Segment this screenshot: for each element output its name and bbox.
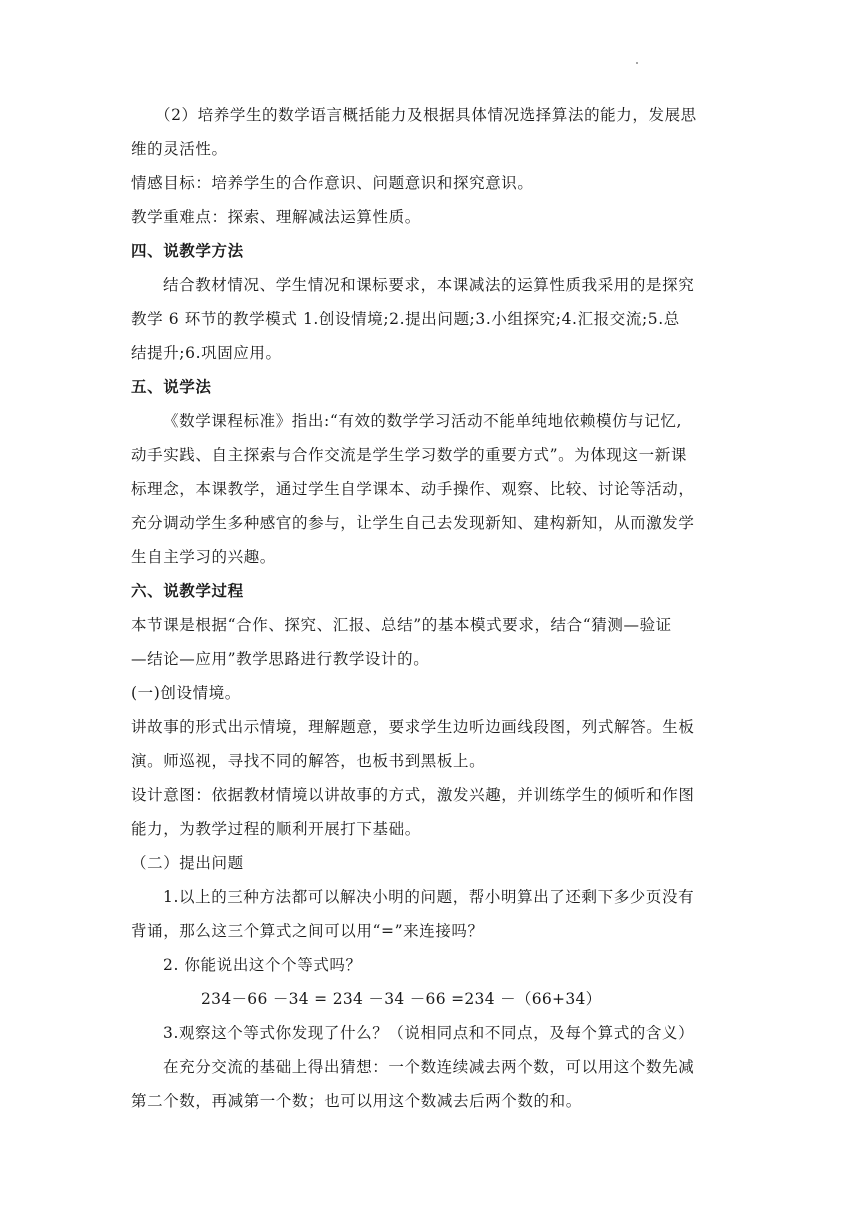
text-line: 教学重难点：探索、理解减法运算性质。 bbox=[131, 208, 421, 226]
text-line: 能力，为教学过程的顺利开展打下基础。 bbox=[131, 820, 421, 838]
text-line: 充分调动学生多种感官的参与，让学生自己去发现新知、建构新知，从而激发学 bbox=[131, 514, 695, 532]
section-heading: 五、说学法 bbox=[131, 378, 212, 396]
text-line: 第二个数，再减第一个数；也可以用这个数减去后两个数的和。 bbox=[131, 1092, 582, 1110]
text-line: 讲故事的形式出示情境，理解题意，要求学生边听边画线段图，列式解答。生板 bbox=[131, 718, 695, 736]
text-line: —结论—应用”教学思路进行教学设计的。 bbox=[131, 650, 430, 668]
text-line: 3.观察这个等式你发现了什么？（说相同点和不同点，及每个算式的含义） bbox=[163, 1024, 695, 1042]
text-line: 2. 你能说出这个个等式吗？ bbox=[163, 956, 362, 974]
text-line: 演。师巡视，寻找不同的解答，也板书到黑板上。 bbox=[131, 752, 486, 770]
section-heading: 六、说教学过程 bbox=[131, 582, 244, 600]
text-line: （二）提出问题 bbox=[131, 854, 244, 872]
text-line: 情感目标：培养学生的合作意识、问题意识和探究意识。 bbox=[131, 174, 534, 192]
text-line: 维的灵活性。 bbox=[131, 140, 228, 158]
text-line: （2）培养学生的数学语言概括能力及根据具体情况选择算法的能力，发展思 bbox=[155, 106, 697, 124]
text-line: 背诵，那么这三个算式之间可以用“=”来连接吗？ bbox=[131, 922, 484, 940]
text-line: (一)创设情境。 bbox=[131, 684, 241, 702]
page-mark bbox=[636, 62, 638, 64]
text-line: 标理念，本课教学，通过学生自学课本、动手操作、观察、比较、讨论等活动， bbox=[131, 480, 695, 498]
text-line: 结提升;6.巩固应用。 bbox=[131, 344, 282, 362]
text-line: 动手实践、自主探索与合作交流是学生学习数学的重要方式”。为体现这一新课 bbox=[131, 446, 687, 464]
text-line: 结合教材情况、学生情况和课标要求，本课减法的运算性质我采用的是探究 bbox=[163, 276, 695, 294]
text-line: 设计意图：依据教材情境以讲故事的方式，激发兴趣，并训练学生的倾听和作图 bbox=[131, 786, 695, 804]
section-heading: 四、说教学方法 bbox=[131, 242, 244, 260]
text-line: 1.以上的三种方法都可以解决小明的问题，帮小明算出了还剩下多少页没有 bbox=[163, 888, 695, 906]
equation-line: 234－66 －34 = 234 －34 －66 =234 －（66+34） bbox=[201, 990, 602, 1008]
text-line: 在充分交流的基础上得出猜想：一个数连续减去两个数，可以用这个数先减 bbox=[163, 1058, 695, 1076]
text-line: 教学 6 环节的教学模式 1.创设情境;2.提出问题;3.小组探究;4.汇报交流;5.总 bbox=[131, 310, 680, 328]
text-line: 本节课是根据“合作、探究、汇报、总结”的基本模式要求，结合“猜测—验证 bbox=[131, 616, 672, 634]
document-body bbox=[131, 98, 731, 1118]
text-line: 生自主学习的兴趣。 bbox=[131, 548, 276, 566]
text-line: 《数学课程标准》指出:“有效的数学学习活动不能单纯地依赖模仿与记忆, bbox=[163, 412, 682, 430]
